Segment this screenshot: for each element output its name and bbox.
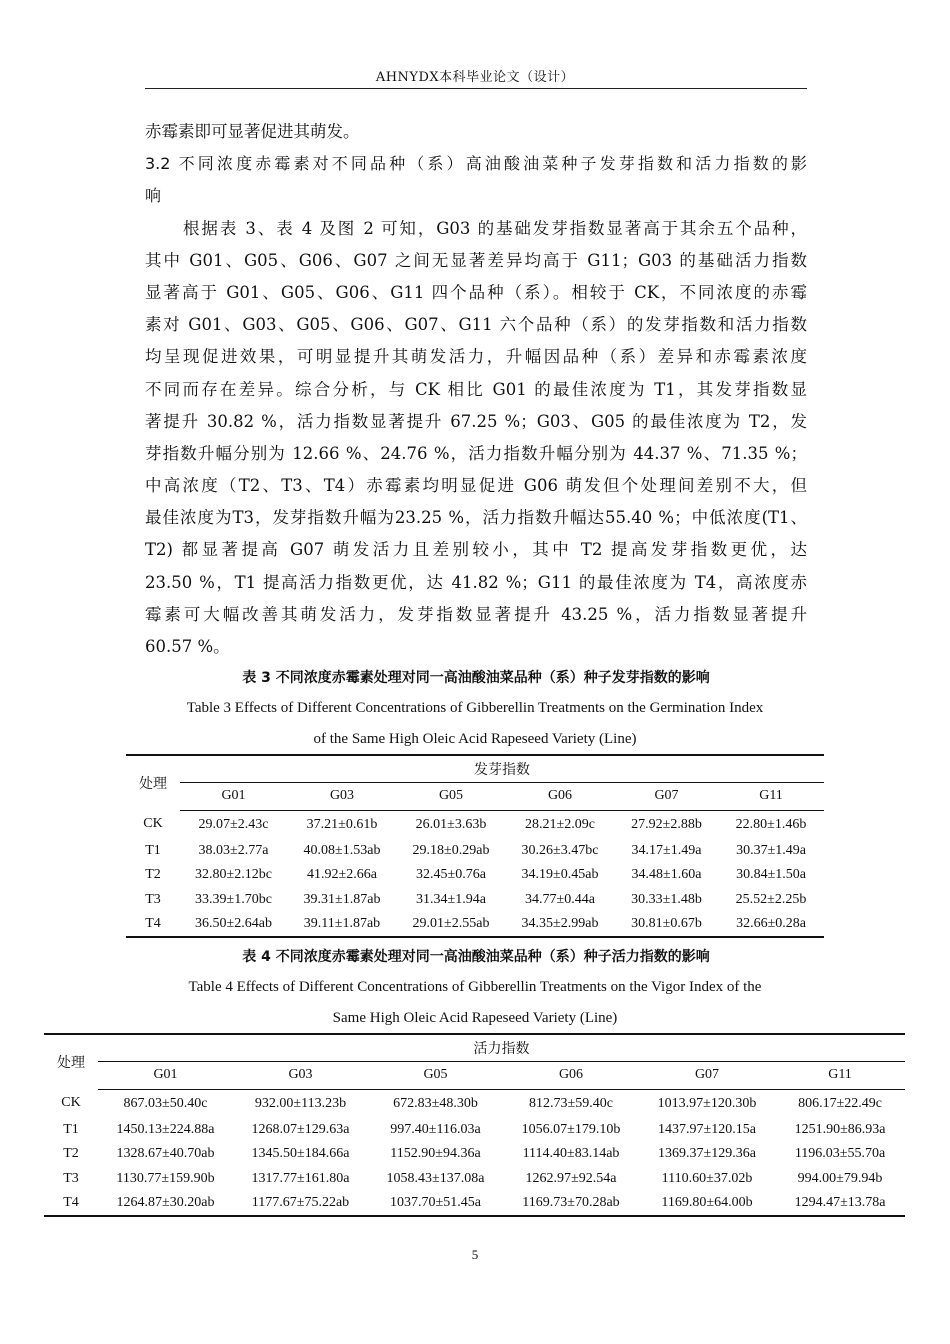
table-header-row	[44, 1034, 905, 1061]
row-label-cell: T4	[126, 912, 180, 937]
table4-caption-en-1: Table 4 Effects of Different Concentrations of Gibberellin Treatments on the Vigor Index of the	[188, 979, 762, 995]
body-text	[145, 116, 807, 663]
table-cell: 1110.60±37.02b	[661, 1171, 753, 1187]
row-label-cell: T3	[145, 892, 161, 908]
row-header-cell: 处理	[126, 755, 180, 810]
table-cell: 25.52±2.25b	[735, 892, 807, 908]
column-header-cell: G06	[503, 1061, 639, 1089]
column-header-cell: G03	[233, 1061, 368, 1089]
paragraph-line: 中高浓度（T2、T3、T4）赤霉素均明显促进 G06 萌发但个处理间差别不大，但	[145, 476, 807, 496]
column-header-cell: G11	[718, 782, 824, 810]
paragraph-line: T2) 都显著提高 G07 萌发活力且差别较小，其中 T2 提高发芽指数更优，达	[145, 540, 807, 560]
table-cell: 1169.73±70.28ab	[503, 1191, 639, 1216]
column-header-cell: G06	[505, 782, 615, 810]
table-cell: 1177.67±75.22ab	[233, 1191, 368, 1216]
table-cell: 29.07±2.43c	[198, 816, 269, 832]
table-cell: 34.77±0.44a	[525, 892, 595, 908]
table-cell: 1437.97±120.15a	[658, 1121, 756, 1137]
table-cell: 932.00±113.23b	[254, 1095, 347, 1111]
table3	[126, 754, 824, 938]
table-cell: 34.48±1.60a	[631, 867, 702, 883]
table-cell: 32.80±2.12bc	[195, 867, 272, 883]
table-cell: 36.50±2.64ab	[180, 912, 287, 937]
row-label-cell: CK	[143, 816, 163, 832]
table-cell: 37.21±0.61b	[306, 816, 378, 832]
column-header-cell: G05	[397, 782, 505, 810]
table-cell: 1369.37±129.36a	[658, 1146, 756, 1162]
table-cell: 22.80±1.46b	[735, 816, 807, 832]
table-cell: 1152.90±94.36a	[390, 1146, 481, 1162]
paragraph-line: 23.50 %，T1 提高活力指数更优，达 41.82 %；G11 的最佳浓度为 T4，高浓度赤	[145, 572, 807, 592]
table-cell: 994.00±79.94b	[797, 1171, 883, 1187]
paragraph-line: 最佳浓度为T3，发芽指数升幅为23.25 %，活力指数升幅达55.40 %；中低浓度(T1、	[145, 508, 807, 528]
paragraph-line: 芽指数升幅分别为 12.66 %、24.76 %，活力指数升幅分别为 44.37 %、71.35 %；	[145, 443, 807, 463]
row-label-cell: T3	[63, 1171, 79, 1187]
section-heading-line-1: 3.2 不同浓度赤霉素对不同品种（系）高油酸油菜种子发芽指数和活力指数的影	[145, 154, 807, 174]
paragraph-line: 显著高于 G01、G05、G06、G11 四个品种（系）。相较于 CK，不同浓度的赤霉	[145, 282, 807, 302]
row-label-cell: T2	[63, 1146, 79, 1162]
table-cell: 1058.43±137.08a	[386, 1171, 485, 1187]
table-cell: 1328.67±40.70ab	[116, 1146, 215, 1162]
table4	[44, 1033, 905, 1217]
table-cell: 1196.03±55.70a	[794, 1146, 886, 1162]
table-cell: 30.81±0.67b	[615, 912, 718, 937]
table-cell: 30.84±1.50a	[736, 867, 806, 883]
table-row	[126, 888, 824, 913]
table-row	[44, 1089, 905, 1118]
group-header-cell: 发芽指数	[180, 755, 824, 782]
column-header-cell: G11	[775, 1061, 905, 1089]
table4-caption-zh: 表 4 不同浓度赤霉素处理对同一高油酸油菜品种（系）种子活力指数的影响	[242, 949, 710, 965]
table-cell: 29.01±2.55ab	[397, 912, 505, 937]
table-row	[126, 863, 824, 888]
table-cell: 34.35±2.99ab	[505, 912, 615, 937]
column-header-cell: G03	[287, 782, 397, 810]
row-label-cell: T1	[63, 1121, 79, 1137]
table-cell: 30.37±1.49a	[736, 842, 806, 858]
paragraph-line: 素对 G01、G03、G05、G06、G07、G11 六个品种（系）的发芽指数和活力指数	[145, 315, 807, 335]
table-cell: 30.26±3.47bc	[521, 842, 599, 858]
table-cell: 33.39±1.70bc	[195, 892, 272, 908]
table-cell: 1317.77±161.80a	[251, 1171, 350, 1187]
table-cell: 40.08±1.53ab	[303, 842, 381, 858]
table-cell: 1262.97±92.54a	[525, 1171, 617, 1187]
table-cell: 1169.80±64.00b	[639, 1191, 775, 1216]
table-cell: 39.31±1.87ab	[303, 892, 381, 908]
column-header-cell: G07	[615, 782, 718, 810]
table-row	[126, 839, 824, 864]
table-cell: 867.03±50.40c	[123, 1095, 208, 1111]
table-cell: 38.03±2.77a	[198, 842, 269, 858]
row-label-cell: T4	[44, 1191, 98, 1216]
table-cell: 1294.47±13.78a	[775, 1191, 905, 1216]
table-cell: 32.45±0.76a	[416, 867, 486, 883]
page-number: 5	[471, 1247, 479, 1262]
table-cell: 1037.70±51.45a	[368, 1191, 503, 1216]
table-cell: 27.92±2.88b	[631, 816, 702, 832]
table-cell: 34.19±0.45ab	[521, 867, 599, 883]
table-row	[44, 1191, 905, 1216]
row-header-cell: 处理	[44, 1034, 98, 1089]
table-cell: 1264.87±30.20ab	[98, 1191, 233, 1216]
table-cell: 672.83±48.30b	[393, 1095, 478, 1111]
table-cell: 29.18±0.29ab	[412, 842, 490, 858]
paragraph-line: 均呈现促进效果，可明显提升其萌发活力，升幅因品种（系）差异和赤霉素浓度	[145, 347, 807, 367]
table-cell: 1268.07±129.63a	[251, 1121, 350, 1137]
table-cell: 1345.50±184.66a	[251, 1146, 350, 1162]
table-cell: 1450.13±224.88a	[116, 1121, 215, 1137]
table-row	[44, 1118, 905, 1143]
table-cell: 1251.90±86.93a	[794, 1121, 886, 1137]
row-label-cell: CK	[61, 1095, 81, 1111]
table4-caption-en-2: Same High Oleic Acid Rapeseed Variety (Line)	[332, 1010, 618, 1026]
table-row	[126, 912, 824, 937]
paragraph-tail: 赤霉素即可显著促进其萌发。	[145, 122, 360, 141]
table-column-row	[44, 1061, 905, 1089]
table-cell: 30.33±1.48b	[631, 892, 702, 908]
table-column-row	[126, 782, 824, 810]
table3-caption-en-1: Table 3 Effects of Different Concentrations of Gibberellin Treatments on the Germination Index	[186, 700, 764, 716]
table-header-row	[126, 755, 824, 782]
table-cell: 32.66±0.28a	[718, 912, 824, 937]
column-header-cell: G07	[639, 1061, 775, 1089]
table-cell: 1013.97±120.30b	[657, 1095, 757, 1111]
table3-caption-en-2: of the Same High Oleic Acid Rapeseed Variety (Line)	[313, 731, 637, 747]
table-cell: 1114.40±83.14ab	[522, 1146, 620, 1162]
paragraph-line: 霉素可大幅改善其萌发活力，发芽指数显著提升 43.25 %，活力指数显著提升	[145, 604, 807, 624]
table-cell: 28.21±2.09c	[525, 816, 595, 832]
running-header: AHNYDX本科毕业论文（设计）	[375, 70, 575, 85]
table-cell: 812.73±59.40c	[529, 1095, 613, 1111]
table-cell: 31.34±1.94a	[416, 892, 486, 908]
paragraph-line: 根据表 3、表 4 及图 2 可知，G03 的基础发芽指数显著高于其余五个品种，	[183, 218, 807, 238]
table-cell: 997.40±116.03a	[390, 1121, 481, 1137]
column-header-cell: G05	[368, 1061, 503, 1089]
column-header-cell: G01	[180, 782, 287, 810]
group-header-cell: 活力指数	[98, 1034, 905, 1061]
table3-caption-zh: 表 3 不同浓度赤霉素处理对同一高油酸油菜品种（系）种子发芽指数的影响	[242, 670, 710, 686]
table-row	[44, 1167, 905, 1192]
paragraph-line: 不同而存在差异。综合分析，与 CK 相比 G01 的最佳浓度为 T1，其发芽指数显	[145, 379, 807, 399]
table-cell: 41.92±2.66a	[307, 867, 377, 883]
section-heading-line-2: 响	[145, 186, 162, 206]
table-cell: 806.17±22.49c	[798, 1095, 882, 1111]
paragraph-body	[145, 213, 807, 664]
table-cell: 34.17±1.49a	[631, 842, 702, 858]
row-label-cell: T2	[145, 867, 161, 883]
table-cell: 26.01±3.63b	[415, 816, 487, 832]
column-header-cell: G01	[98, 1061, 233, 1089]
table-cell: 39.11±1.87ab	[287, 912, 397, 937]
table-cell: 1056.07±179.10b	[521, 1121, 621, 1137]
paragraph-line: 著提升 30.82 %，活力指数显著提升 67.25 %；G03、G05 的最佳浓度为 T2，发	[145, 411, 807, 431]
header-rule	[145, 88, 807, 89]
table-cell: 1130.77±159.90b	[116, 1171, 215, 1187]
row-label-cell: T1	[145, 842, 161, 858]
table-row	[126, 810, 824, 839]
paragraph-line: 60.57 %。	[145, 637, 230, 656]
table-row	[44, 1142, 905, 1167]
paragraph-line: 其中 G01、G05、G06、G07 之间无显著差异均高于 G11；G03 的基础活力指数	[145, 250, 807, 270]
